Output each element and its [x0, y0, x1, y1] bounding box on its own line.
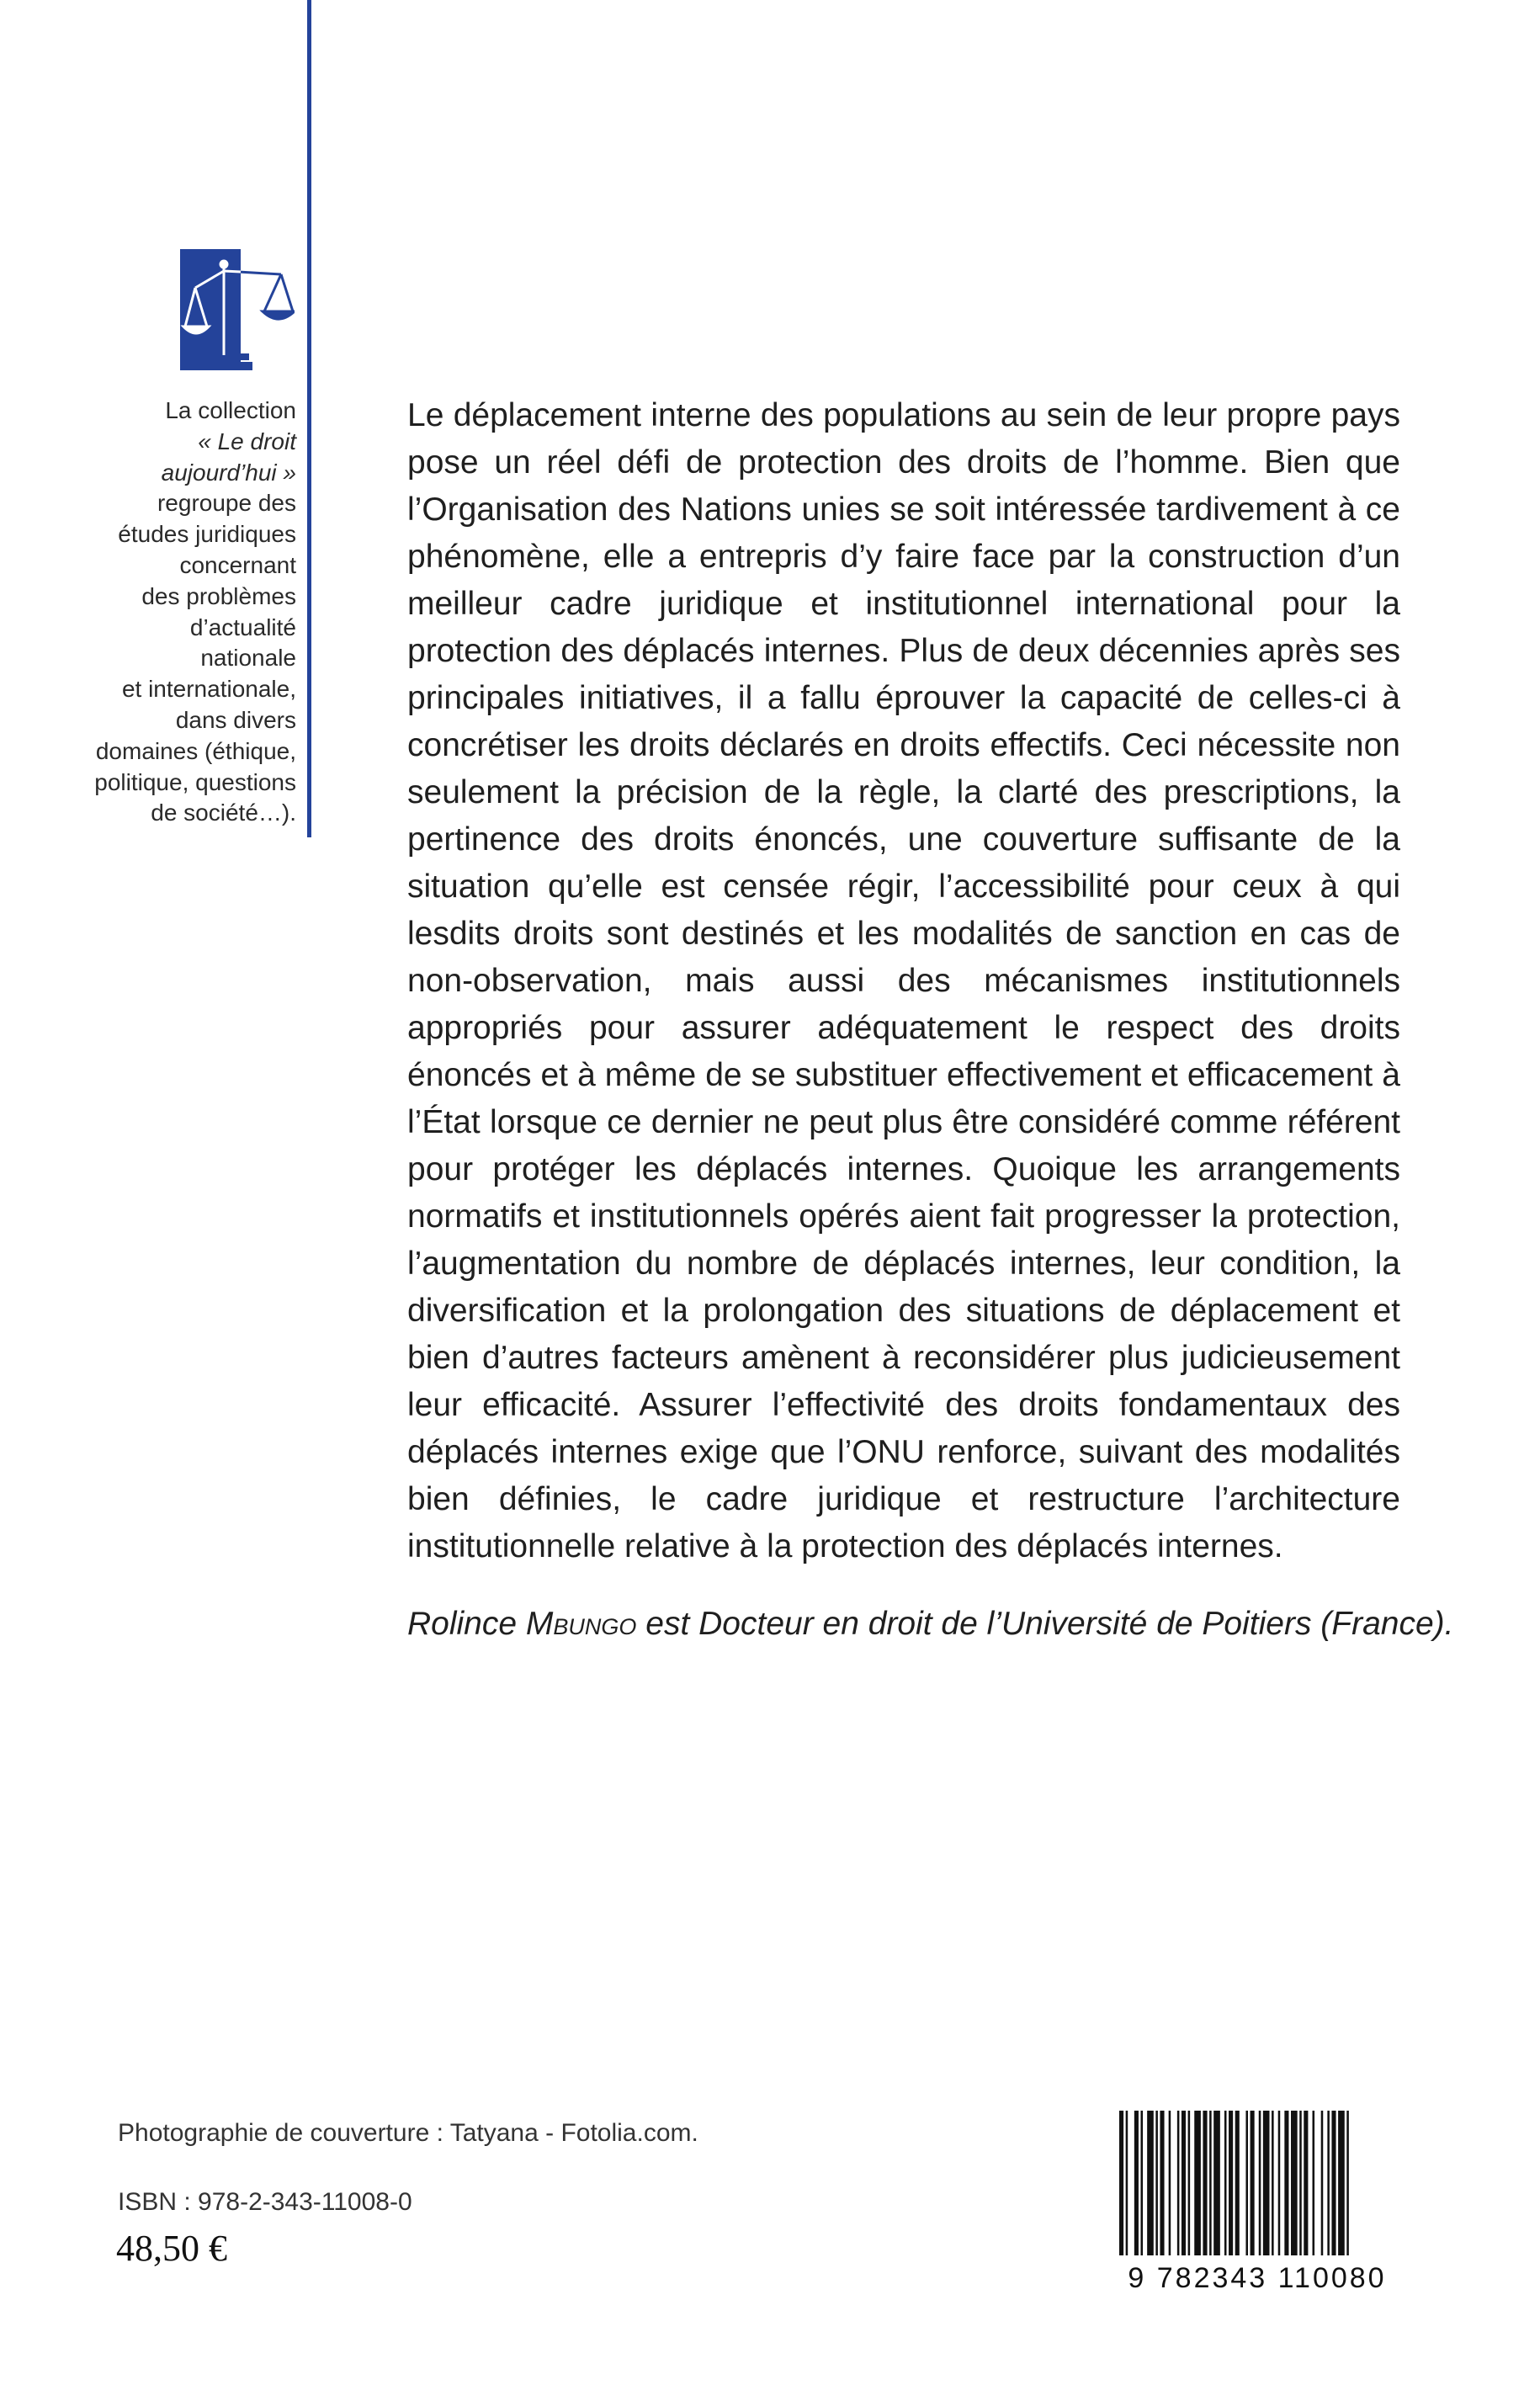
barcode-digits: 9 782343 110080 [1128, 2262, 1387, 2292]
collection-line: nationale [200, 645, 296, 672]
ean13-barcode-icon [1116, 2111, 1399, 2292]
collection-line: et internationale, [121, 676, 296, 703]
collection-line: regroupe des [157, 490, 296, 517]
collection-line: aujourd’hui » [161, 459, 296, 486]
collection-line: « Le droit [198, 428, 296, 454]
collection-line: La collection [165, 397, 296, 423]
author-bio-text: est Docteur en droit de l’Université de Poitiers (France). [645, 1606, 1454, 1642]
collection-line: études juridiques [118, 521, 296, 548]
vertical-accent-rule [307, 0, 311, 837]
collection-line: politique, questions [94, 768, 296, 795]
author-bio [407, 1601, 1468, 1648]
author-first-name: Rolince [407, 1606, 518, 1642]
isbn: ISBN : 978-2-343-11008-0 [118, 2188, 412, 2216]
scales-of-justice-icon [180, 249, 295, 370]
collection-description [50, 396, 296, 829]
photo-credit: Photographie de couverture : Tatyana - Fotolia.com. [118, 2119, 698, 2147]
collection-line: d’actualité [189, 614, 296, 640]
collection-line: concernant [179, 551, 296, 578]
price: 48,50 € [116, 2228, 227, 2269]
collection-line: des problèmes [141, 582, 296, 609]
collection-line: dans divers [175, 706, 296, 733]
author-last-name: Mbungo [525, 1606, 637, 1642]
collection-line: domaines (éthique, [95, 737, 296, 764]
back-cover-summary: Le déplacement interne des populations au sein de leur propre pays pose un réel défi de protection des droits de l’homme. Bien que l’Organisation des Nations unies se soit intéressée tardivement à ce phénomène, elle a entrepris d’y faire face par la construction d’un meilleur cadre juridique et institutionnel international pour la protection des déplacés internes. Plus de deux décennies après ses principales initiatives, il a fallu éprouver la capacité de celles-ci à concrétiser les droits déclarés en droits effectifs. Ceci nécessite non seulement la précision de la règle, la clarté des prescriptions, la pertinence des droits énoncés, une couverture suffisante de la situation qu’elle est censée régir, l’accessibilité pour ceux à qui lesdits droits sont destinés et les modalités de sanction en cas de non-observation, mais aussi des mécanismes institutionnels appropriés pour assurer adéquatement le respect des droits énoncés et à même de se substituer effectivement et efficacement à l’État lorsque ce dernier ne peut plus être considéré comme référent pour protéger les déplacés internes. Quoique les arrangements normatifs et institutionnels opérés aient fait progresser la protection, l’augmentation du nombre de déplacés internes, leur condition, la diversification et la prolongation des situations de déplacement et bien d’autres facteurs amènent à reconsidérer plus judicieusement leur efficacité. Assurer l’effectivité des droits fondamentaux des déplacés internes exige que l’ONU renforce, suivant des modalités bien définies, le cadre juridique et restructure l’architecture institutionnelle relative à la protection des déplacés internes. [407, 397, 1400, 1564]
collection-line: de société…). [151, 799, 296, 826]
